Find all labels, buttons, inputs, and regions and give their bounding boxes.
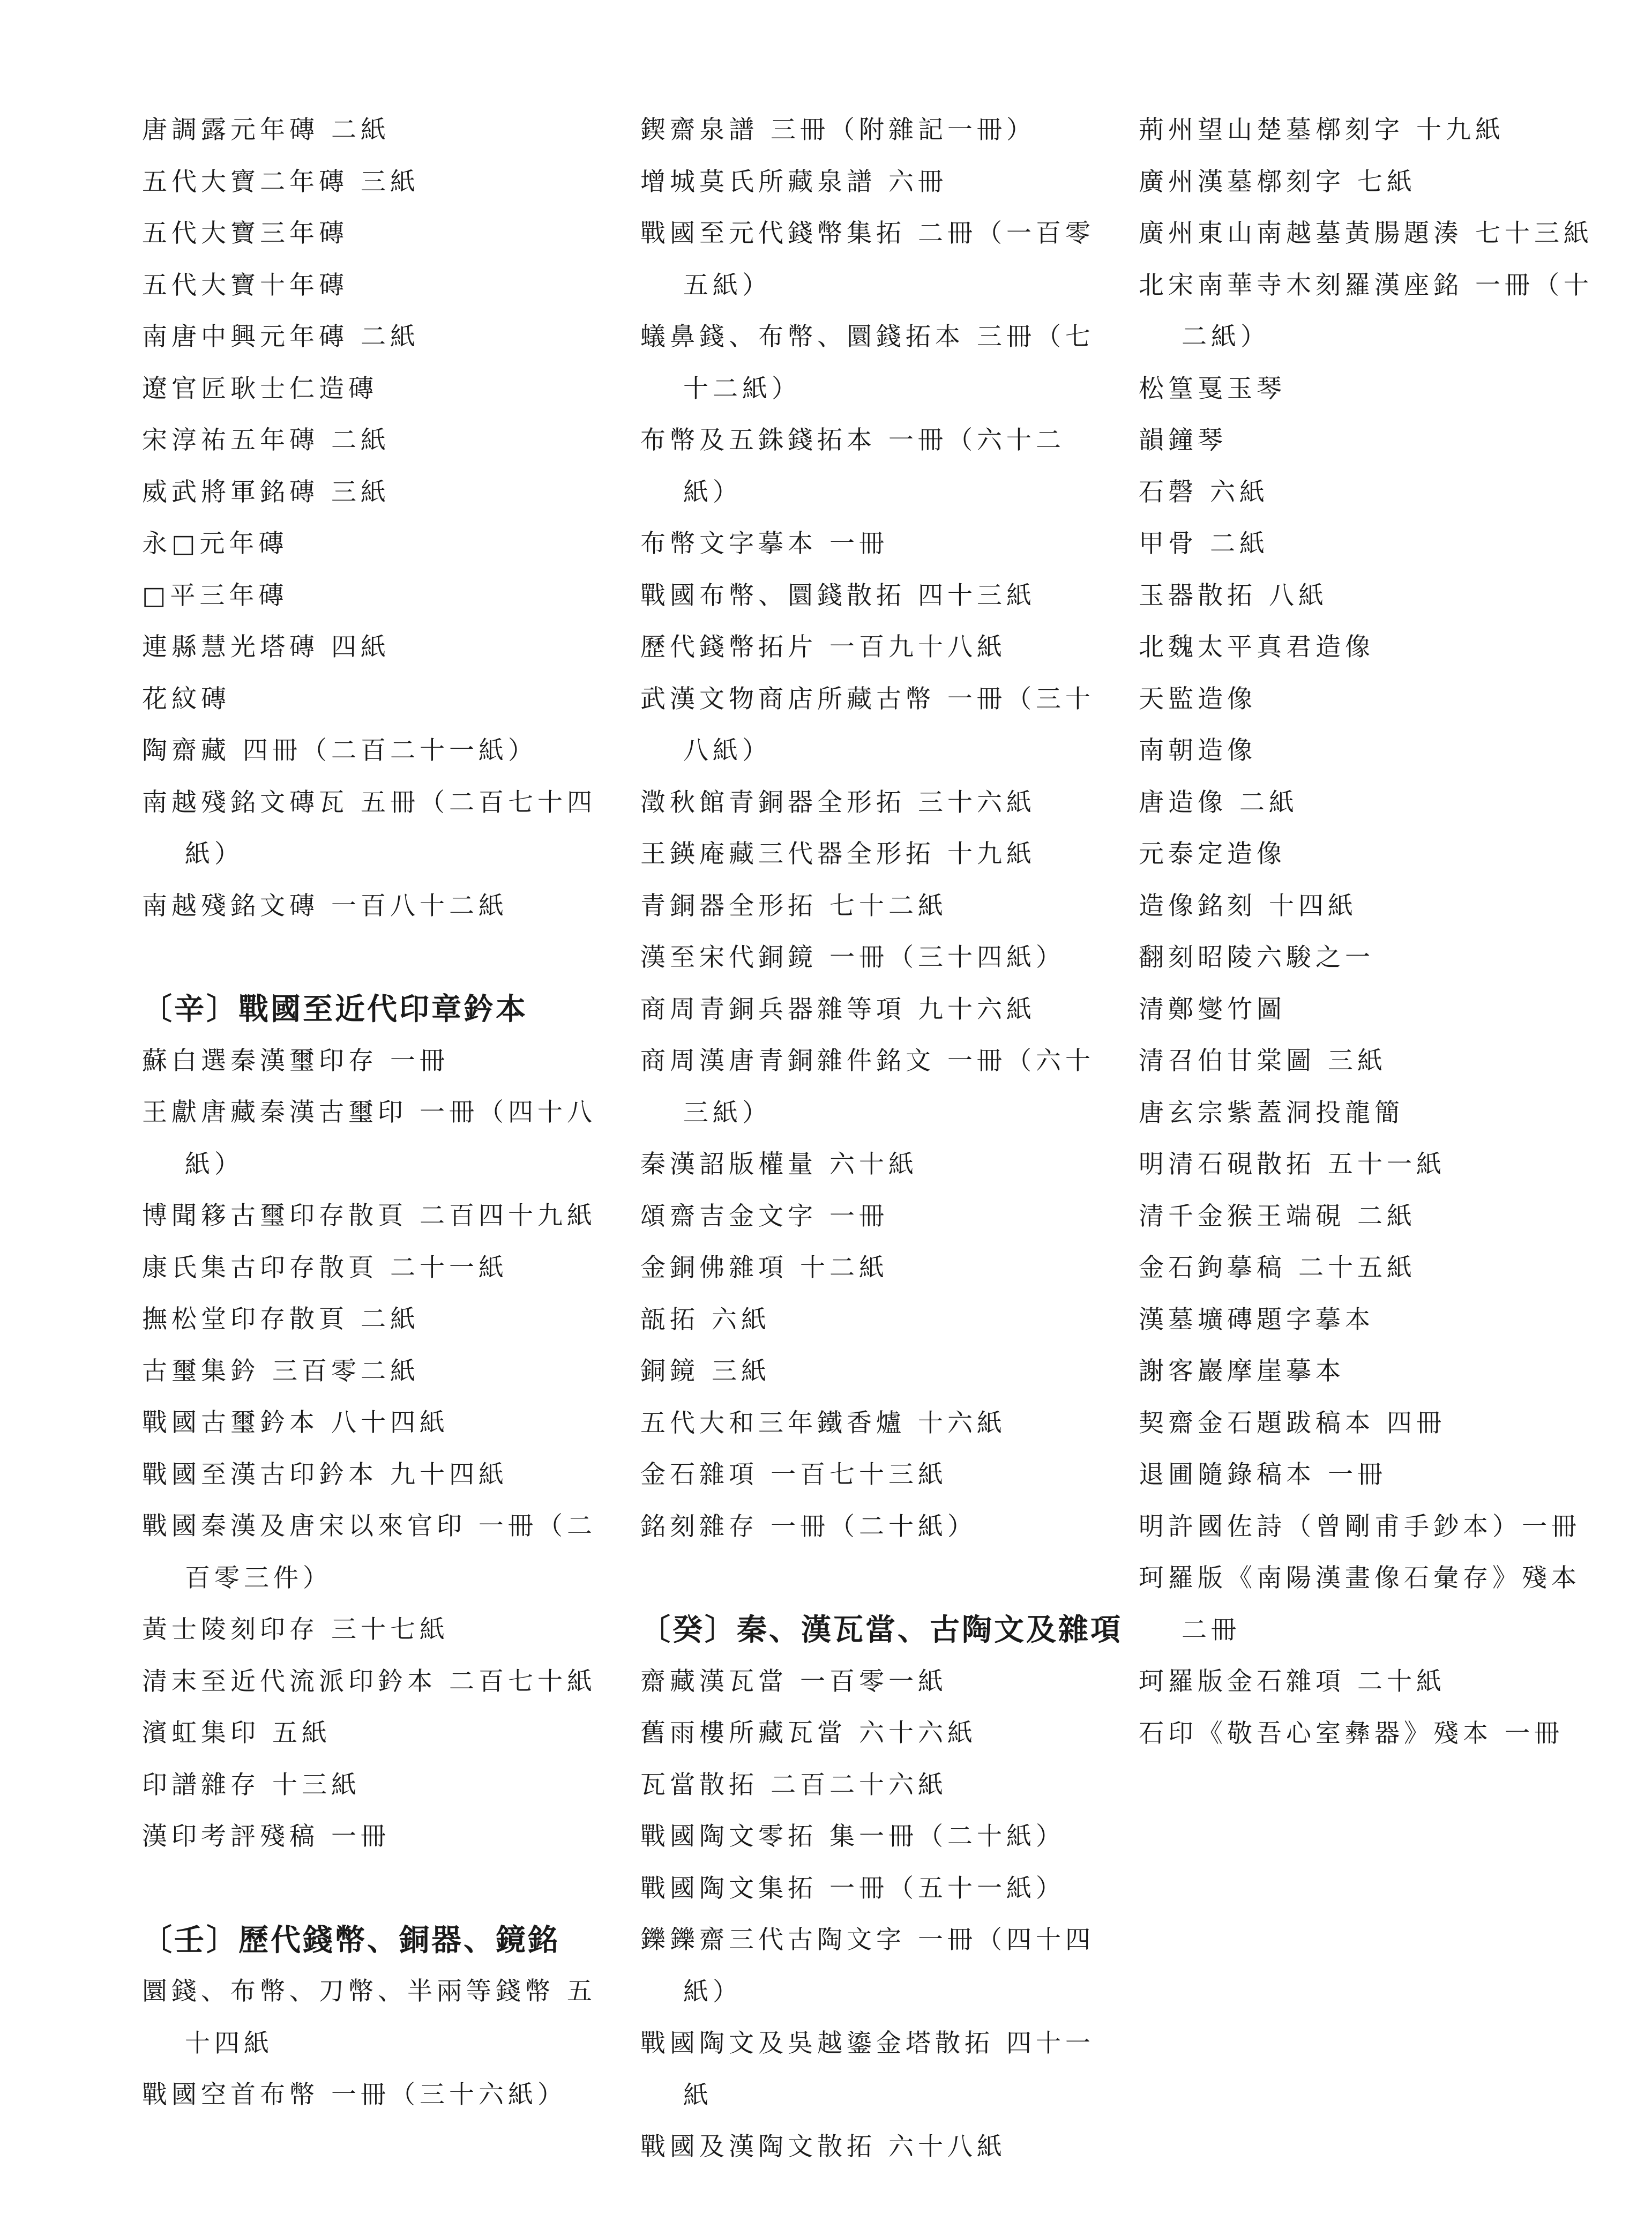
catalog-entry: 漢印考評殘稿 一冊: [142, 1822, 390, 1851]
catalog-entry: 南朝造像: [1139, 736, 1257, 765]
catalog-entry: 遼官匠耿士仁造磚: [142, 374, 378, 404]
catalog-entry: 元泰定造像: [1139, 839, 1286, 869]
catalog-entry: 珂羅版金石雜項 二十紙: [1139, 1667, 1446, 1696]
catalog-entry: 石磬 六紙: [1139, 477, 1269, 507]
catalog-entry: 宋淳祐五年磚 二紙: [142, 426, 390, 455]
catalog-entry: 北魏太平真君造像: [1139, 632, 1374, 662]
catalog-entry: 清鄭燮竹圖: [1139, 994, 1286, 1024]
catalog-entry: 陶齋藏 四冊（二百二十一紙）: [142, 736, 537, 765]
catalog-entry: 明清石硯散拓 五十一紙: [1139, 1150, 1446, 1179]
catalog-entry: 戰國秦漢及唐宋以來官印 一冊（二百零三件）: [142, 1511, 596, 1593]
catalog-entry: 濱虹集印 五紙: [142, 1718, 331, 1748]
catalog-entry: 蘇白選秦漢璽印存 一冊: [142, 1046, 449, 1076]
catalog-entry: 黃士陵刻印存 三十七紙: [142, 1615, 449, 1644]
catalog-entry: 造像銘刻 十四紙: [1139, 891, 1357, 921]
catalog-entry: 增城莫氏所藏泉譜 六冊: [640, 167, 947, 197]
section-heading: 〔癸〕秦、漢瓦當、古陶文及雜項: [640, 1612, 1123, 1648]
catalog-entry: 歷代錢幣拓片 一百九十八紙: [640, 632, 1006, 662]
catalog-entry: 蟻鼻錢、布幣、圜錢拓本 三冊（七十二紙）: [640, 322, 1095, 404]
catalog-entry: 威武將軍銘磚 三紙: [142, 477, 390, 507]
catalog-entry: 契齋金石題跋稿本 四冊: [1139, 1408, 1446, 1438]
catalog-entry: 撫松堂印存散頁 二紙: [142, 1305, 420, 1334]
catalog-entry: 博聞簃古璽印存散頁 二百四十九紙: [142, 1201, 596, 1231]
catalog-entry: 商周漢唐青銅雜件銘文 一冊（六十三紙）: [640, 1046, 1095, 1128]
catalog-entry: 戰國及漢陶文散拓 六十八紙: [640, 2132, 1006, 2162]
catalog-entry: 齋藏漢瓦當 一百零一紙: [640, 1666, 947, 1696]
catalog-entry: 戰國陶文及吳越鎏金塔散拓 四十一紙: [640, 2029, 1095, 2110]
catalog-entry: 金石鉤摹稿 二十五紙: [1139, 1253, 1416, 1283]
catalog-entry: 金銅佛雜項 十二紙: [640, 1253, 888, 1283]
catalog-entry: 五代大寶三年磚: [142, 219, 348, 248]
catalog-entry: 廣州漢墓槨刻字 七紙: [1139, 167, 1416, 197]
catalog-entry: 商周青銅兵器雜等項 九十六紙: [640, 994, 1036, 1024]
catalog-entry: 唐玄宗紫蓋洞投龍簡: [1139, 1098, 1404, 1128]
catalog-entry: 澂秋館青銅器全形拓 三十六紙: [640, 787, 1036, 817]
catalog-entry: 戰國空首布幣 一冊（三十六紙）: [142, 2080, 567, 2110]
catalog-entry: 戰國至元代錢幣集拓 二冊（一百零五紙）: [640, 219, 1095, 300]
catalog-entry: 韻鐘琴: [1139, 426, 1227, 455]
catalog-entry: 唐調露元年磚 二紙: [142, 115, 390, 145]
catalog-entry: 清末至近代流派印鈐本 二百七十紙: [142, 1666, 596, 1696]
catalog-entry: 退圃隨錄稿本 一冊: [1139, 1460, 1387, 1489]
catalog-entry: 青銅器全形拓 七十二紙: [640, 891, 947, 921]
catalog-entry: 金石雜項 一百七十三紙: [640, 1460, 947, 1489]
catalog-entry: 漢至宋代銅鏡 一冊（三十四紙）: [640, 943, 1065, 972]
catalog-entry: 戰國至漢古印鈐本 九十四紙: [142, 1459, 508, 1489]
catalog-entry: 南越殘銘文磚瓦 五冊（二百七十四紙）: [142, 787, 596, 869]
catalog-entry: □平三年磚: [142, 580, 288, 610]
catalog-entry: 珂羅版《南陽漢畫像石彙存》殘本 二冊: [1139, 1563, 1581, 1645]
catalog-entry: 戰國陶文零拓 集一冊（二十紙）: [640, 1822, 1065, 1851]
catalog-entry: 戰國古璽鈐本 八十四紙: [142, 1408, 449, 1437]
catalog-entry: 舊雨樓所藏瓦當 六十六紙: [640, 1718, 977, 1748]
catalog-entry: 玉器散拓 八紙: [1139, 580, 1328, 610]
catalog-entry: 天監造像: [1139, 684, 1257, 714]
catalog-entry: 漢墓壙磚題字摹本: [1139, 1305, 1374, 1335]
catalog-entry: 康氏集古印存散頁 二十一紙: [142, 1253, 508, 1283]
catalog-entry: 鍥齋泉譜 三冊（附雜記一冊）: [640, 115, 1036, 145]
catalog-column-2: [640, 105, 1123, 2173]
catalog-column-1: [142, 105, 603, 2121]
catalog-entry: 布幣文字摹本 一冊: [640, 529, 888, 558]
catalog-entry: 頌齋吉金文字 一冊: [640, 1201, 888, 1231]
catalog-entry: 翻刻昭陵六駿之一: [1139, 943, 1374, 972]
catalog-entry: 花紋磚: [142, 684, 230, 714]
catalog-entry: 廣州東山南越墓黃腸題湊 七十三紙: [1139, 219, 1593, 248]
catalog-entry: 布幣及五銖錢拓本 一冊（六十二紙）: [640, 426, 1065, 507]
catalog-entry: 清千金猴王端硯 二紙: [1139, 1201, 1416, 1231]
catalog-entry: 王獻唐藏秦漢古璽印 一冊（四十八紙）: [142, 1098, 596, 1179]
catalog-entry: 永□元年磚: [142, 529, 288, 558]
catalog-entry: 銅鏡 三紙: [640, 1357, 771, 1386]
catalog-column-3: [1139, 105, 1599, 1760]
catalog-entry: 五代大和三年鐵香爐 十六紙: [640, 1408, 1006, 1438]
catalog-entry: 南唐中興元年磚 二紙: [142, 322, 420, 352]
catalog-entry: 甲骨 二紙: [1139, 529, 1269, 558]
catalog-entry: 唐造像 二紙: [1139, 787, 1298, 817]
catalog-entry: 松篁戛玉琴: [1139, 374, 1286, 404]
catalog-entry: 瓿拓 六紙: [640, 1305, 771, 1335]
catalog-entry: 謝客巖摩崖摹本: [1139, 1357, 1345, 1386]
catalog-entry: 南越殘銘文磚 一百八十二紙: [142, 891, 508, 921]
catalog-entry: 明許國佐詩（曾剛甫手鈔本）一冊: [1139, 1511, 1581, 1541]
catalog-entry: 北宋南華寺木刻羅漢座銘 一冊（十二紙）: [1139, 270, 1593, 352]
catalog-entry: 五代大寶二年磚 三紙: [142, 167, 420, 197]
catalog-entry: 圜錢、布幣、刀幣、半兩等錢幣 五十四紙: [142, 1977, 596, 2058]
catalog-entry: 銘刻雜存 一冊（二十紙）: [640, 1511, 977, 1541]
section-heading: 〔壬〕歷代錢幣、銅器、鏡銘: [142, 1922, 560, 1958]
catalog-entry: 荊州望山楚墓槨刻字 十九紙: [1139, 115, 1505, 145]
catalog-entry: 連縣慧光塔磚 四紙: [142, 632, 390, 662]
catalog-entry: 瓦當散拓 二百二十六紙: [640, 1770, 947, 1800]
catalog-entry: 戰國陶文集拓 一冊（五十一紙）: [640, 1873, 1065, 1903]
section-heading: 〔辛〕戰國至近代印章鈐本: [142, 992, 528, 1027]
catalog-entry: 清召伯甘棠圖 三紙: [1139, 1046, 1387, 1076]
catalog-entry: 秦漢詔版權量 六十紙: [640, 1150, 918, 1179]
catalog-entry: 印譜雜存 十三紙: [142, 1770, 361, 1800]
catalog-entry: 戰國布幣、圜錢散拓 四十三紙: [640, 580, 1036, 610]
catalog-entry: 鑠鑠齋三代古陶文字 一冊（四十四紙）: [640, 1925, 1095, 2007]
catalog-entry: 古璽集鈐 三百零二紙: [142, 1356, 420, 1386]
catalog-entry: 石印《敬吾心室彝器》殘本 一冊: [1139, 1718, 1564, 1748]
catalog-entry: 武漢文物商店所藏古幣 一冊（三十八紙）: [640, 684, 1095, 765]
catalog-entry: 五代大寶十年磚: [142, 270, 348, 300]
catalog-entry: 王鍈庵藏三代器全形拓 十九紙: [640, 839, 1036, 869]
